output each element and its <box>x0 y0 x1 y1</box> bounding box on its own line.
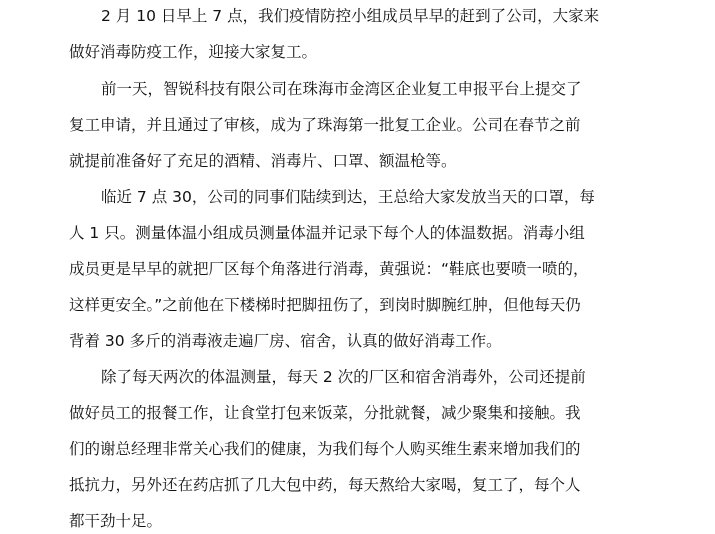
paragraph-3-line-5: 背着 30 多斤的消毒液走遍厂房、宿舍，认真的做好消毒工作。 <box>69 332 502 350</box>
paragraph-4-line-3: 们的谢总经理非常关心我们的健康，为我们每个人购买维生素来增加我们的 <box>69 440 581 458</box>
paragraph-2-line-2: 复工申请，并且通过了审核，成为了珠海第一批复工企业。公司在春节之前 <box>69 116 581 134</box>
paragraph-3-line-2: 人 1 只。测量体温小组成员测量体温并记录下每个人的体温数据。消毒小组 <box>69 224 585 242</box>
paragraph-4-line-1: 除了每天两次的体温测量，每天 2 次的厂区和宿舍消毒外，公司还提前 <box>101 368 586 386</box>
paragraph-1-line-2: 做好消毒防疫工作，迎接大家复工。 <box>69 43 318 61</box>
paragraph-3-line-4: 这样更安全。”之前他在下楼梯时把脚扭伤了，到岗时脚腕红肿，但他每天仍 <box>69 296 581 314</box>
paragraph-2-line-1: 前一天，智锐科技有限公司在珠海市金湾区企业复工申报平台上提交了 <box>101 80 582 98</box>
paragraph-4-line-2: 做好员工的报餐工作，让食堂打包来饭菜，分批就餐，减少聚集和接触。我 <box>69 404 581 422</box>
paragraph-4-line-5: 都干劲十足。 <box>69 512 163 530</box>
paragraph-4-line-4: 抵抗力，另外还在药店抓了几大包中药，每天熬给大家喝，复工了，每个人 <box>69 476 581 494</box>
paragraph-3-line-1: 临近 7 点 30，公司的同事们陆续到达，王总给大家发放当天的口罩，每 <box>101 188 595 206</box>
paragraph-1-line-1: 2 月 10 日早上 7 点，我们疫情防控小组成员早早的赶到了公司，大家来 <box>101 7 600 25</box>
paragraph-2-line-3: 就提前准备好了充足的酒精、消毒片、口罩、额温枪等。 <box>69 152 457 170</box>
paragraph-3-line-3: 成员更是早早的就把厂区每个角落进行消毒，黄强说：“鞋底也要喷一喷的， <box>69 260 589 278</box>
